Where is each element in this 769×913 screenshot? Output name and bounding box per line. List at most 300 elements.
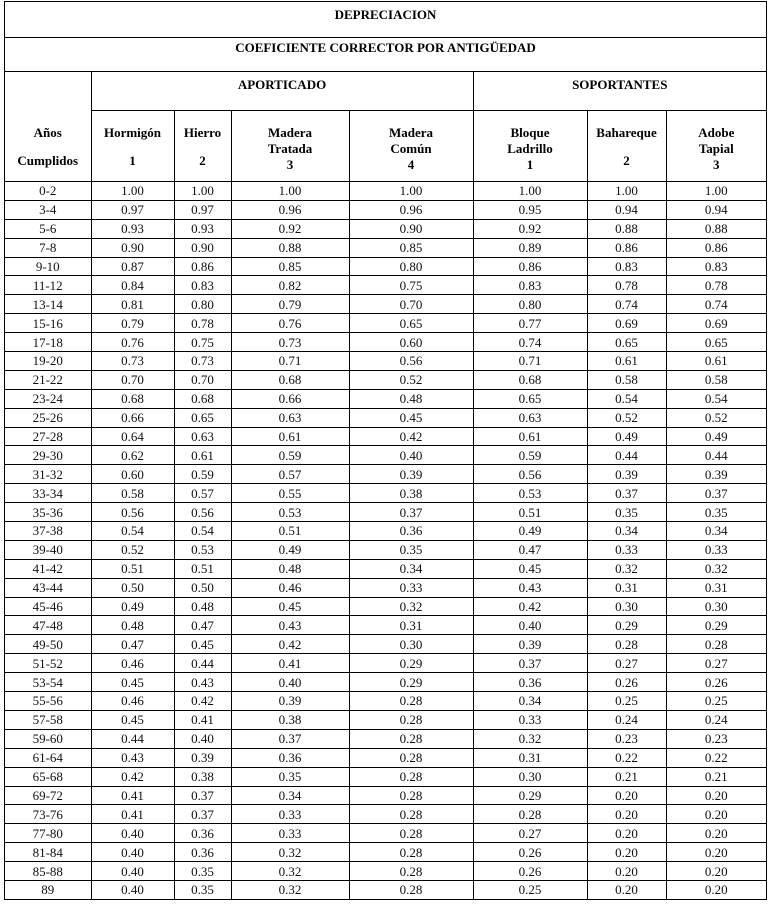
- cell-bahareque: 0.24: [587, 710, 666, 729]
- cell-madera-comun: 0.70: [349, 295, 473, 314]
- cell-anos: 77-80: [5, 824, 91, 843]
- cell-anos: 51-52: [5, 654, 91, 673]
- cell-adobe-tapial: 0.39: [666, 465, 766, 484]
- cell-adobe-tapial: 0.20: [666, 843, 766, 862]
- cell-madera-tratada: 0.32: [231, 862, 349, 881]
- cell-madera-tratada: 0.51: [231, 522, 349, 541]
- cell-adobe-tapial: 0.28: [666, 635, 766, 654]
- cell-madera-tratada: 0.45: [231, 597, 349, 616]
- cell-hormigon: 0.41: [91, 805, 174, 824]
- cell-madera-tratada: 0.71: [231, 352, 349, 371]
- cell-anos: 41-42: [5, 559, 91, 578]
- cell-adobe-tapial: 0.29: [666, 616, 766, 635]
- cell-bloque-ladrillo: 0.92: [473, 219, 587, 238]
- cell-hierro: 0.63: [174, 427, 231, 446]
- cell-hormigon: 1.00: [91, 182, 174, 201]
- cell-adobe-tapial: 0.20: [666, 862, 766, 881]
- cell-anos: 5-6: [5, 219, 91, 238]
- col-header-hormigon-num: 1: [129, 153, 136, 168]
- cell-madera-comun: 0.52: [349, 370, 473, 389]
- cell-hierro: 0.37: [174, 805, 231, 824]
- table-row: [5, 370, 766, 389]
- cell-madera-tratada: 0.46: [231, 578, 349, 597]
- cell-madera-tratada: 0.73: [231, 333, 349, 352]
- cell-hormigon: 0.45: [91, 673, 174, 692]
- cell-bahareque: 0.29: [587, 616, 666, 635]
- cell-bahareque: 0.23: [587, 729, 666, 748]
- table-row: [5, 805, 766, 824]
- cell-adobe-tapial: 0.22: [666, 748, 766, 767]
- cell-hierro: 0.70: [174, 370, 231, 389]
- cell-bahareque: 0.52: [587, 408, 666, 427]
- cell-hormigon: 0.62: [91, 446, 174, 465]
- table-row: [5, 616, 766, 635]
- cell-adobe-tapial: 0.58: [666, 370, 766, 389]
- cell-madera-tratada: 0.68: [231, 370, 349, 389]
- cell-adobe-tapial: 0.83: [666, 257, 766, 276]
- cell-bloque-ladrillo: 0.32: [473, 729, 587, 748]
- cell-madera-tratada: 0.33: [231, 805, 349, 824]
- cell-anos: 25-26: [5, 408, 91, 427]
- table-row: [5, 408, 766, 427]
- cell-madera-tratada: 0.39: [231, 692, 349, 711]
- cell-bloque-ladrillo: 0.47: [473, 540, 587, 559]
- cell-hormigon: 0.54: [91, 522, 174, 541]
- col-header-bloque-ladrillo-line2: Ladrillo: [507, 141, 553, 156]
- cell-bahareque: 0.35: [587, 503, 666, 522]
- cell-hierro: 0.75: [174, 333, 231, 352]
- cell-bloque-ladrillo: 0.33: [473, 710, 587, 729]
- cell-hormigon: 0.42: [91, 767, 174, 786]
- table-row: [5, 503, 766, 522]
- cell-madera-comun: 0.28: [349, 824, 473, 843]
- table-row: [5, 522, 766, 541]
- cell-hierro: 0.42: [174, 692, 231, 711]
- table-row: [5, 880, 766, 898]
- cell-bloque-ladrillo: 0.30: [473, 767, 587, 786]
- cell-hormigon: 0.41: [91, 786, 174, 805]
- col-header-adobe-tapial-num: 3: [713, 157, 720, 172]
- cell-hierro: 0.97: [174, 200, 231, 219]
- cell-anos: 65-68: [5, 767, 91, 786]
- cell-madera-comun: 0.48: [349, 389, 473, 408]
- table-row: [5, 748, 766, 767]
- cell-hierro: 0.40: [174, 729, 231, 748]
- table-row: [5, 446, 766, 465]
- cell-anos: 57-58: [5, 710, 91, 729]
- col-header-madera-tratada-num: 3: [286, 157, 294, 172]
- cell-anos: 85-88: [5, 862, 91, 881]
- cell-hormigon: 0.49: [91, 597, 174, 616]
- cell-bahareque: 0.34: [587, 522, 666, 541]
- cell-madera-tratada: 0.79: [231, 295, 349, 314]
- cell-madera-tratada: 0.42: [231, 635, 349, 654]
- depreciation-table-frame: [4, 1, 767, 900]
- cell-bahareque: 0.94: [587, 200, 666, 219]
- cell-bahareque: 0.37: [587, 484, 666, 503]
- cell-madera-comun: 0.40: [349, 446, 473, 465]
- cell-hormigon: 0.87: [91, 257, 174, 276]
- cell-hormigon: 0.73: [91, 352, 174, 371]
- cell-hierro: 0.61: [174, 446, 231, 465]
- table-row: [5, 540, 766, 559]
- cell-hormigon: 0.68: [91, 389, 174, 408]
- cell-anos: 45-46: [5, 597, 91, 616]
- cell-hormigon: 0.47: [91, 635, 174, 654]
- cell-bloque-ladrillo: 0.42: [473, 597, 587, 616]
- cell-bloque-ladrillo: 0.39: [473, 635, 587, 654]
- cell-bahareque: 0.20: [587, 843, 666, 862]
- cell-adobe-tapial: 0.49: [666, 427, 766, 446]
- cell-bloque-ladrillo: 0.80: [473, 295, 587, 314]
- col-header-madera-tratada-line1: Madera: [267, 125, 313, 140]
- cell-bloque-ladrillo: 0.68: [473, 370, 587, 389]
- cell-madera-tratada: 0.41: [231, 654, 349, 673]
- cell-bloque-ladrillo: 0.43: [473, 578, 587, 597]
- cell-hierro: 0.47: [174, 616, 231, 635]
- table-row: [5, 427, 766, 446]
- cell-adobe-tapial: 0.32: [666, 559, 766, 578]
- cell-bahareque: 0.78: [587, 276, 666, 295]
- cell-madera-comun: 0.28: [349, 862, 473, 881]
- cell-bahareque: 0.25: [587, 692, 666, 711]
- cell-madera-comun: 0.30: [349, 635, 473, 654]
- cell-bloque-ladrillo: 0.49: [473, 522, 587, 541]
- cell-hierro: 0.41: [174, 710, 231, 729]
- cell-adobe-tapial: 0.37: [666, 484, 766, 503]
- cell-anos: 89: [5, 880, 91, 898]
- cell-anos: 53-54: [5, 673, 91, 692]
- cell-adobe-tapial: 0.27: [666, 654, 766, 673]
- table-row: [5, 710, 766, 729]
- table-row: [5, 635, 766, 654]
- cell-hormigon: 0.50: [91, 578, 174, 597]
- cell-madera-tratada: 0.32: [231, 843, 349, 862]
- cell-madera-tratada: 0.35: [231, 767, 349, 786]
- table-row: [5, 786, 766, 805]
- cell-hormigon: 0.70: [91, 370, 174, 389]
- cell-adobe-tapial: 0.20: [666, 824, 766, 843]
- cell-anos: 9-10: [5, 257, 91, 276]
- table-row: [5, 767, 766, 786]
- col-header-hormigon: [91, 111, 174, 182]
- cell-madera-comun: 0.85: [349, 238, 473, 257]
- table-body: [5, 182, 766, 899]
- cell-madera-tratada: 0.63: [231, 408, 349, 427]
- cell-madera-comun: 0.56: [349, 352, 473, 371]
- cell-bahareque: 0.20: [587, 880, 666, 898]
- cell-adobe-tapial: 0.20: [666, 805, 766, 824]
- cell-bahareque: 0.86: [587, 238, 666, 257]
- column-header-row: [5, 111, 766, 182]
- cell-hierro: 0.93: [174, 219, 231, 238]
- cell-anos: 59-60: [5, 729, 91, 748]
- col-header-hormigon-label: Hormigón: [103, 125, 162, 140]
- cell-hierro: 0.51: [174, 559, 231, 578]
- table-row: [5, 578, 766, 597]
- cell-madera-tratada: 0.40: [231, 673, 349, 692]
- cell-madera-comun: 0.96: [349, 200, 473, 219]
- cell-madera-comun: 0.28: [349, 786, 473, 805]
- table-row: [5, 673, 766, 692]
- cell-hierro: 1.00: [174, 182, 231, 201]
- cell-madera-tratada: 0.55: [231, 484, 349, 503]
- col-header-adobe-tapial-line2: Tapial: [698, 141, 734, 156]
- cell-madera-comun: 0.80: [349, 257, 473, 276]
- cell-madera-tratada: 0.88: [231, 238, 349, 257]
- cell-adobe-tapial: 0.31: [666, 578, 766, 597]
- cell-hierro: 0.65: [174, 408, 231, 427]
- col-header-madera-tratada-line2: Tratada: [267, 141, 313, 156]
- table-row: [5, 314, 766, 333]
- cell-bahareque: 0.20: [587, 805, 666, 824]
- cell-bloque-ladrillo: 0.51: [473, 503, 587, 522]
- table-row: [5, 559, 766, 578]
- table-row: [5, 219, 766, 238]
- table-row: [5, 200, 766, 219]
- depreciation-table: [5, 72, 766, 899]
- col-header-anos-line1: Años: [33, 124, 62, 140]
- cell-madera-tratada: 0.61: [231, 427, 349, 446]
- cell-hormigon: 0.93: [91, 219, 174, 238]
- col-header-madera-tratada: [231, 111, 349, 182]
- cell-bloque-ladrillo: 0.65: [473, 389, 587, 408]
- cell-madera-comun: 0.28: [349, 729, 473, 748]
- table-row: [5, 295, 766, 314]
- cell-hormigon: 0.43: [91, 748, 174, 767]
- col-header-bahareque-num: 2: [623, 153, 630, 168]
- cell-bloque-ladrillo: 0.86: [473, 257, 587, 276]
- cell-hormigon: 0.45: [91, 710, 174, 729]
- cell-hierro: 0.38: [174, 767, 231, 786]
- cell-madera-tratada: 0.37: [231, 729, 349, 748]
- cell-anos: 73-76: [5, 805, 91, 824]
- cell-hormigon: 0.79: [91, 314, 174, 333]
- group-header-aporticado: APORTICADO: [91, 72, 473, 111]
- cell-hormigon: 0.81: [91, 295, 174, 314]
- cell-adobe-tapial: 0.26: [666, 673, 766, 692]
- cell-anos: 27-28: [5, 427, 91, 446]
- cell-adobe-tapial: 0.21: [666, 767, 766, 786]
- table-row: [5, 182, 766, 201]
- col-header-hierro: [174, 111, 231, 182]
- cell-adobe-tapial: 0.35: [666, 503, 766, 522]
- cell-adobe-tapial: 0.52: [666, 408, 766, 427]
- table-row: [5, 597, 766, 616]
- cell-bloque-ladrillo: 0.25: [473, 880, 587, 898]
- cell-madera-comun: 0.60: [349, 333, 473, 352]
- cell-hormigon: 0.64: [91, 427, 174, 446]
- cell-adobe-tapial: 0.94: [666, 200, 766, 219]
- cell-bloque-ladrillo: 0.56: [473, 465, 587, 484]
- table-subtitle: COEFICIENTE CORRECTOR POR ANTIGÜEDAD: [5, 38, 766, 72]
- table-row: [5, 654, 766, 673]
- cell-hormigon: 0.40: [91, 880, 174, 898]
- group-header-soportantes: SOPORTANTES: [473, 72, 766, 111]
- cell-bloque-ladrillo: 0.36: [473, 673, 587, 692]
- cell-hormigon: 0.44: [91, 729, 174, 748]
- cell-madera-tratada: 0.34: [231, 786, 349, 805]
- cell-bahareque: 0.65: [587, 333, 666, 352]
- cell-bloque-ladrillo: 0.37: [473, 654, 587, 673]
- cell-hormigon: 0.66: [91, 408, 174, 427]
- table-row: [5, 465, 766, 484]
- cell-adobe-tapial: 0.44: [666, 446, 766, 465]
- cell-hierro: 0.83: [174, 276, 231, 295]
- cell-hormigon: 0.48: [91, 616, 174, 635]
- cell-adobe-tapial: 0.88: [666, 219, 766, 238]
- cell-hierro: 0.80: [174, 295, 231, 314]
- col-header-madera-comun: [349, 111, 473, 182]
- cell-bloque-ladrillo: 0.27: [473, 824, 587, 843]
- cell-anos: 15-16: [5, 314, 91, 333]
- cell-madera-tratada: 0.36: [231, 748, 349, 767]
- cell-hierro: 0.45: [174, 635, 231, 654]
- table-row: [5, 333, 766, 352]
- cell-madera-tratada: 0.33: [231, 824, 349, 843]
- cell-anos: 19-20: [5, 352, 91, 371]
- cell-hormigon: 0.46: [91, 692, 174, 711]
- cell-anos: 0-2: [5, 182, 91, 201]
- cell-hierro: 0.44: [174, 654, 231, 673]
- cell-anos: 49-50: [5, 635, 91, 654]
- cell-hierro: 0.36: [174, 824, 231, 843]
- cell-bahareque: 0.61: [587, 352, 666, 371]
- cell-anos: 39-40: [5, 540, 91, 559]
- cell-adobe-tapial: 0.23: [666, 729, 766, 748]
- cell-hormigon: 0.52: [91, 540, 174, 559]
- cell-bloque-ladrillo: 0.53: [473, 484, 587, 503]
- cell-hierro: 0.78: [174, 314, 231, 333]
- cell-madera-comun: 0.29: [349, 654, 473, 673]
- cell-bahareque: 0.22: [587, 748, 666, 767]
- cell-madera-comun: 0.28: [349, 880, 473, 898]
- cell-madera-tratada: 0.76: [231, 314, 349, 333]
- cell-bloque-ladrillo: 0.34: [473, 692, 587, 711]
- cell-madera-tratada: 0.43: [231, 616, 349, 635]
- cell-hierro: 0.54: [174, 522, 231, 541]
- cell-madera-comun: 0.37: [349, 503, 473, 522]
- cell-hierro: 0.57: [174, 484, 231, 503]
- table-row: [5, 238, 766, 257]
- cell-madera-tratada: 0.32: [231, 880, 349, 898]
- cell-madera-tratada: 0.53: [231, 503, 349, 522]
- cell-madera-comun: 0.32: [349, 597, 473, 616]
- cell-adobe-tapial: 0.78: [666, 276, 766, 295]
- table-row: [5, 843, 766, 862]
- cell-hierro: 0.37: [174, 786, 231, 805]
- cell-bahareque: 0.69: [587, 314, 666, 333]
- cell-bahareque: 0.27: [587, 654, 666, 673]
- cell-adobe-tapial: 1.00: [666, 182, 766, 201]
- cell-madera-comun: 0.39: [349, 465, 473, 484]
- cell-anos: 21-22: [5, 370, 91, 389]
- cell-bahareque: 0.20: [587, 862, 666, 881]
- cell-hierro: 0.36: [174, 843, 231, 862]
- cell-bahareque: 0.88: [587, 219, 666, 238]
- cell-bahareque: 0.44: [587, 446, 666, 465]
- cell-anos: 11-12: [5, 276, 91, 295]
- cell-anos: 3-4: [5, 200, 91, 219]
- cell-anos: 69-72: [5, 786, 91, 805]
- cell-madera-tratada: 0.66: [231, 389, 349, 408]
- col-header-madera-comun-num: 4: [407, 157, 415, 172]
- cell-bloque-ladrillo: 0.63: [473, 408, 587, 427]
- cell-hierro: 0.56: [174, 503, 231, 522]
- cell-anos: 7-8: [5, 238, 91, 257]
- col-header-bloque-ladrillo-line1: Bloque: [510, 125, 550, 140]
- col-header-adobe-tapial: [666, 111, 766, 182]
- cell-anos: 13-14: [5, 295, 91, 314]
- cell-adobe-tapial: 0.69: [666, 314, 766, 333]
- col-header-anos: [5, 111, 91, 182]
- cell-hierro: 0.50: [174, 578, 231, 597]
- cell-anos: 81-84: [5, 843, 91, 862]
- cell-madera-comun: 0.65: [349, 314, 473, 333]
- col-header-madera-comun-line2: Común: [390, 141, 432, 156]
- cell-bloque-ladrillo: 0.83: [473, 276, 587, 295]
- table-row: [5, 484, 766, 503]
- table-row: [5, 276, 766, 295]
- cell-hormigon: 0.76: [91, 333, 174, 352]
- col-header-bloque-ladrillo: [473, 111, 587, 182]
- cell-madera-comun: 0.33: [349, 578, 473, 597]
- cell-hierro: 0.68: [174, 389, 231, 408]
- cell-bloque-ladrillo: 0.77: [473, 314, 587, 333]
- cell-bloque-ladrillo: 0.40: [473, 616, 587, 635]
- cell-bahareque: 0.28: [587, 635, 666, 654]
- cell-adobe-tapial: 0.30: [666, 597, 766, 616]
- cell-bloque-ladrillo: 0.26: [473, 862, 587, 881]
- group-header-row: [5, 72, 766, 111]
- cell-bahareque: 0.54: [587, 389, 666, 408]
- cell-bloque-ladrillo: 0.59: [473, 446, 587, 465]
- cell-anos: 17-18: [5, 333, 91, 352]
- col-header-anos-line2: Cumplidos: [17, 152, 79, 168]
- cell-hormigon: 0.97: [91, 200, 174, 219]
- cell-bahareque: 1.00: [587, 182, 666, 201]
- table-row: [5, 692, 766, 711]
- cell-adobe-tapial: 0.20: [666, 880, 766, 898]
- cell-hormigon: 0.46: [91, 654, 174, 673]
- cell-madera-comun: 0.31: [349, 616, 473, 635]
- cell-hormigon: 0.84: [91, 276, 174, 295]
- cell-madera-comun: 0.38: [349, 484, 473, 503]
- cell-madera-comun: 0.34: [349, 559, 473, 578]
- cell-hierro: 0.86: [174, 257, 231, 276]
- cell-hierro: 0.53: [174, 540, 231, 559]
- cell-bahareque: 0.58: [587, 370, 666, 389]
- group-header-blank: [5, 72, 91, 111]
- cell-hormigon: 0.51: [91, 559, 174, 578]
- cell-bahareque: 0.26: [587, 673, 666, 692]
- cell-anos: 47-48: [5, 616, 91, 635]
- cell-madera-comun: 0.75: [349, 276, 473, 295]
- cell-hierro: 0.90: [174, 238, 231, 257]
- cell-madera-comun: 0.28: [349, 805, 473, 824]
- col-header-bahareque: [587, 111, 666, 182]
- col-header-bloque-ladrillo-num: 1: [526, 157, 534, 172]
- cell-hormigon: 0.58: [91, 484, 174, 503]
- cell-madera-comun: 0.28: [349, 692, 473, 711]
- cell-bahareque: 0.21: [587, 767, 666, 786]
- cell-madera-tratada: 0.82: [231, 276, 349, 295]
- cell-bloque-ladrillo: 0.61: [473, 427, 587, 446]
- cell-adobe-tapial: 0.54: [666, 389, 766, 408]
- cell-bloque-ladrillo: 0.74: [473, 333, 587, 352]
- cell-adobe-tapial: 0.65: [666, 333, 766, 352]
- cell-anos: 29-30: [5, 446, 91, 465]
